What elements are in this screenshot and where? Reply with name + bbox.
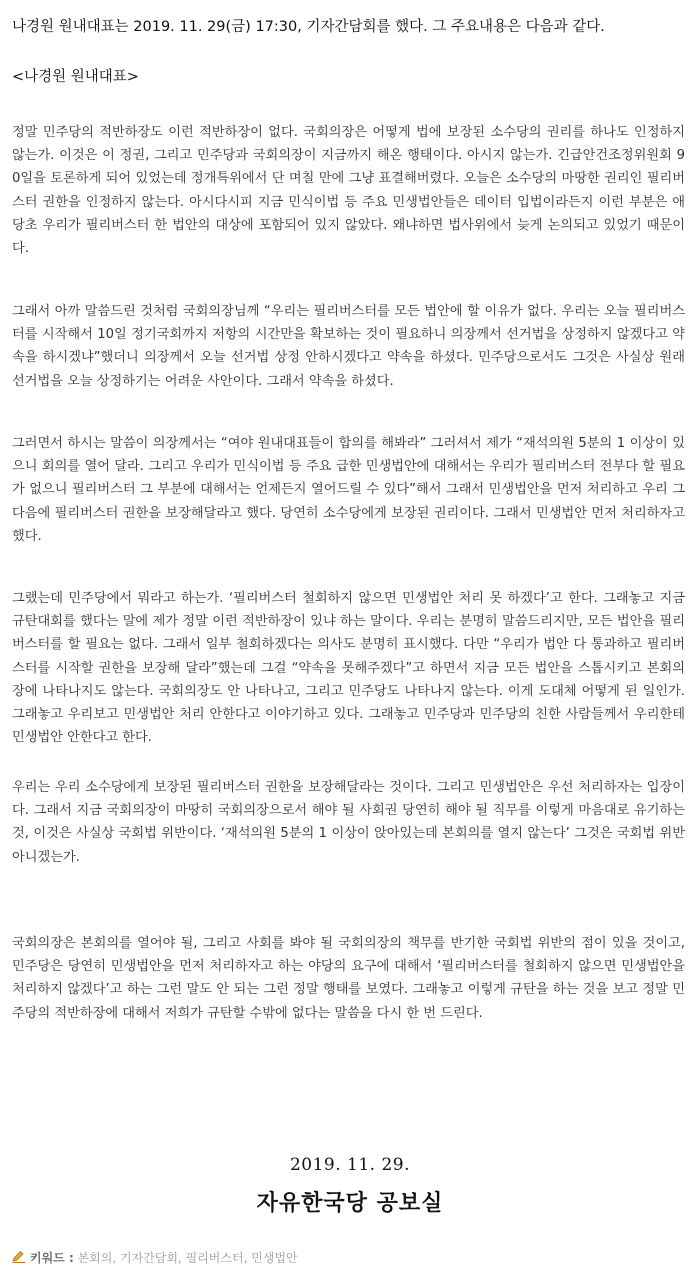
keyword-link[interactable]: 필리버스터 [185,1251,244,1265]
keyword-separator: , [243,1251,252,1265]
keyword-separator: , [177,1251,186,1265]
intro-line: 나경원 원내대표는 2019. 11. 29(금) 17:30, 기자간담회를 했다. 그 주요내용은 다음과 같다. [12,19,605,35]
paragraph-1: 정말 민주당의 적반하장도 이런 적반하장이 없다. 국회의장은 어떻게 법에 보장된 소수당의 권리를 하나도 인정하지 않는가. 이것은 이 정권, 그리고 민주당과 국회의장이 지금까지 해온 행태이다. 아시지 않는가. 긴급안건조정위원회 90일을 토론하게 되어 있었는데 정개특위에서 단 며칠 만에 그냥 표결해버렸다. 오늘은 소수당의 마땅한 권리인 필리버스터 권한을 인정하지 않는다. 아시다시피 지금 민식이법 등 주요 민생법안들은 데이터 입법이라든지 이런 부분은 애당초 우리가 필리버스터 한 법안의 대상에 포함되어 있지 않았다. 왜냐하면 법사위에서 늦게 논의되고 있었기 때문이다. [12,125,685,257]
organization-name: 자유한국당 공보실 [256,1191,444,1216]
paragraph-2: 그래서 아까 말씀드린 것처럼 국회의장님께 “우리는 필리버스터를 모든 법안에 할 이유가 없다. 우리는 오늘 필리버스터를 시작해서 10일 정기국회까지 저항의 시간만을 확보하는 것이 필요하니 의장께서 선거법을 상정하지 않겠다고 약속을 하시겠냐”했더니 의장께서 오늘 선거법 상정 안하시겠다고 약속을 하셨다. 민주당으로서도 그것은 사실상 원래 선거법을 오늘 상정하기는 어려운 사안이다. 그래서 약속을 하셨다. [12,304,685,389]
keyword-link[interactable]: 민생법안 [251,1251,298,1265]
paragraph-3: 그러면서 하시는 말씀이 의장께서는 “여야 원내대표들이 합의를 해봐라” 그러셔서 제가 “재석의원 5분의 1 이상이 있으니 회의를 열어 달라. 그리고 우리가 민식이법 등 주요 급한 민생법안에 대해서는 우리가 필리버스터 전부다 할 필요가 없으니 필리버스터 그 부분에 대해서는 언제든지 열어드릴 수 있다”해서 그래서 민생법안을 먼저 처리하고 우리 그 다음에 필리버스터 권한을 보장해달라고 했다. 당연히 소수당에게 보장된 권리이다. 그래서 민생법안 먼저 처리하자고 했다. [12,436,685,544]
release-date: 2019. 11. 29. [289,1155,411,1175]
paragraph-4: 그랬는데 민주당에서 뭐라고 하는가. ‘필리버스터 철회하지 않으면 민생법안 처리 못 하겠다’고 한다. 그래놓고 지금 규탄대회를 했다는 말에 제가 정말 이런 적반하장이 있냐 하는 말이다. 우리는 분명히 말씀드리지만, 모든 법안을 필리버스터를 할 필요는 없다. 그래서 일부 철회하겠다는 의사도 분명히 표시했다. 다만 “우리가 법안 다 통과하고 필리버스터를 시작할 권한을 보장해 달라”했는데 그걸 “약속을 못해주겠다”고 하면서 지금 모든 법안을 스톱시키고 본회의장에 나타나지도 않는다. 국회의장도 안 나타나고, 그리고 민주당도 나타나지 않는다. 이게 도대체 어떻게 된 일인가. 그래놓고 우리보고 민생법안 처리 안한다고 이야기하고 있다. 그래놓고 민주당과 민주당의 친한 사람들께서 우리한테 민생법안 안한다고 한다. [12,591,685,746]
speaker-heading: <나경원 원내대표> [12,69,139,85]
keyword-separator: , [112,1251,121,1265]
keywords-label: 키워드 : [30,1251,74,1265]
paragraph-6: 국회의장은 본회의를 열어야 될, 그리고 사회를 봐야 될 국회의장의 책무를 반기한 국회법 위반의 점이 있을 것이고, 민주당은 당연히 민생법안을 먼저 처리하자고 하는 야당의 요구에 대해서 ‘필리버스터를 철회하지 않으면 민생법안을 처리하지 않겠다’고 하는 그런 말도 안 되는 그런 정말 행태를 보였다. 그래놓고 이렇게 규탄을 하는 것을 보고 정말 민주당의 적반하장에 대해서 저희가 규탄할 수밖에 없다는 말씀을 다시 한 번 드린다. [12,936,685,1021]
keyword-link[interactable]: 기자간담회 [120,1251,178,1265]
pencil-icon [12,1250,26,1268]
keywords-bar [12,1249,298,1268]
keyword-list [78,1251,298,1265]
paragraph-5: 우리는 우리 소수당에게 보장된 필리버스터 권한을 보장해달라는 것이다. 그리고 민생법안은 우선 처리하자는 입장이다. 그래서 지금 국회의장이 마땅히 국회의장으로서 해야 될 사회권 당연히 해야 될 직무를 이렇게 마음대로 유기하는 것, 이것은 사실상 국회법 위반이다. ‘재석의원 5분의 1 이상이 앉아있는데 본회의를 열지 않는다’ 그것은 국회법 위반 아니겠는가. [12,780,685,865]
keyword-link[interactable]: 본회의 [77,1251,113,1265]
